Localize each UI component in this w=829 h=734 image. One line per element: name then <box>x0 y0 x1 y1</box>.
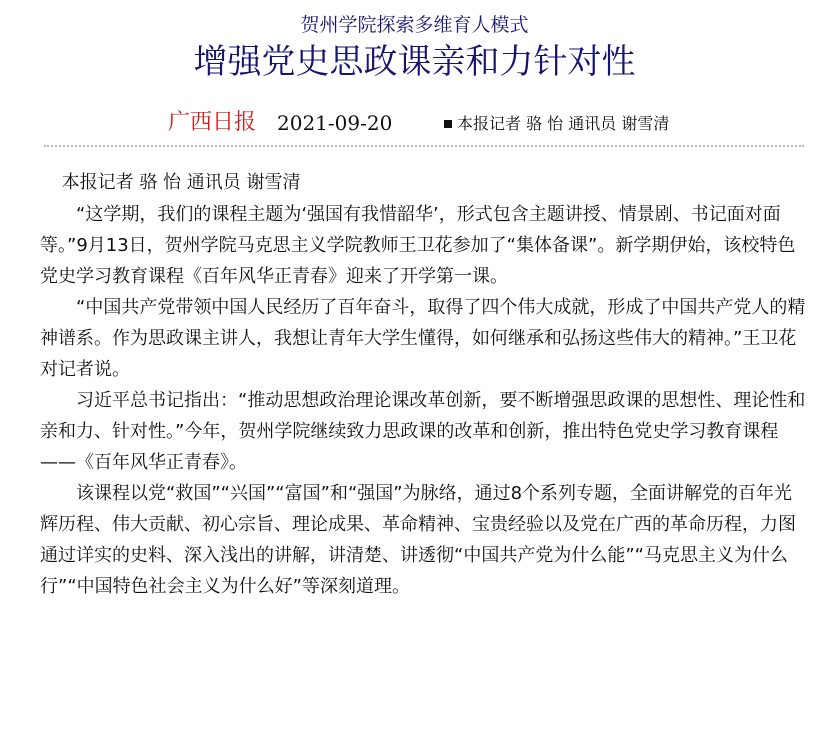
article-paragraph: “中国共产党带领中国人民经历了百年奋斗，取得了四个伟大成就，形成了中国共产党人的精神谱系。作为思政课主讲人，我想让青年大学生懂得，如何继承和弘扬这些伟大的精神。”王卫花对记者说。 <box>40 297 806 380</box>
article-title: 增强党史思政课亲和力针对性 <box>193 42 636 82</box>
dotted-divider <box>44 145 804 147</box>
byline <box>444 111 669 137</box>
publish-date: 2021-09-20 <box>277 111 393 135</box>
article-paragraph: 该课程以党“救国”“兴国”“富国”和“强国”为脉络，通过8个系列专题，全面讲解党的百年光辉历程、伟大贡献、初心宗旨、理论成果、革命精神、宝贵经验以及党在广西的革命历程，力图通过详实的史料、深入浅出的讲解，讲清楚、讲透彻“中国共产党为什么能”“马克思主义为什么行”“中国特色社会主义为什么好”等深刻道理。 <box>40 483 796 597</box>
article-subtitle: 贺州学院探索多维育人模式 <box>300 14 529 36</box>
byline-text: 本报记者 骆 怡 通讯员 谢雪清 <box>457 114 670 133</box>
article-paragraph: “这学期，我们的课程主题为‘强国有我惜韶华’，形式包含主题讲授、情景剧、书记面对面等。”9月13日，贺州学院马克思主义学院教师王卫花参加了“集体备课”。新学期伊始，该校特色党史学习教育课程《百年风华正青春》迎来了开学第一课。 <box>40 204 796 287</box>
square-bullet-icon <box>444 120 452 128</box>
article-meta <box>0 108 829 138</box>
article-paragraph-lead: 本报记者 骆 怡 通讯员 谢雪清 <box>61 172 301 193</box>
article-body <box>40 167 806 602</box>
newspaper-source: 广西日报 <box>168 110 257 135</box>
article-paragraph: 习近平总书记指出：“推动思想政治理论课改革创新，要不断增强思政课的思想性、理论性和亲和力、针对性。”今年，贺州学院继续致力思政课的改革和创新，推出特色党史学习教育课程——《百年风华正青春》。 <box>40 390 806 473</box>
